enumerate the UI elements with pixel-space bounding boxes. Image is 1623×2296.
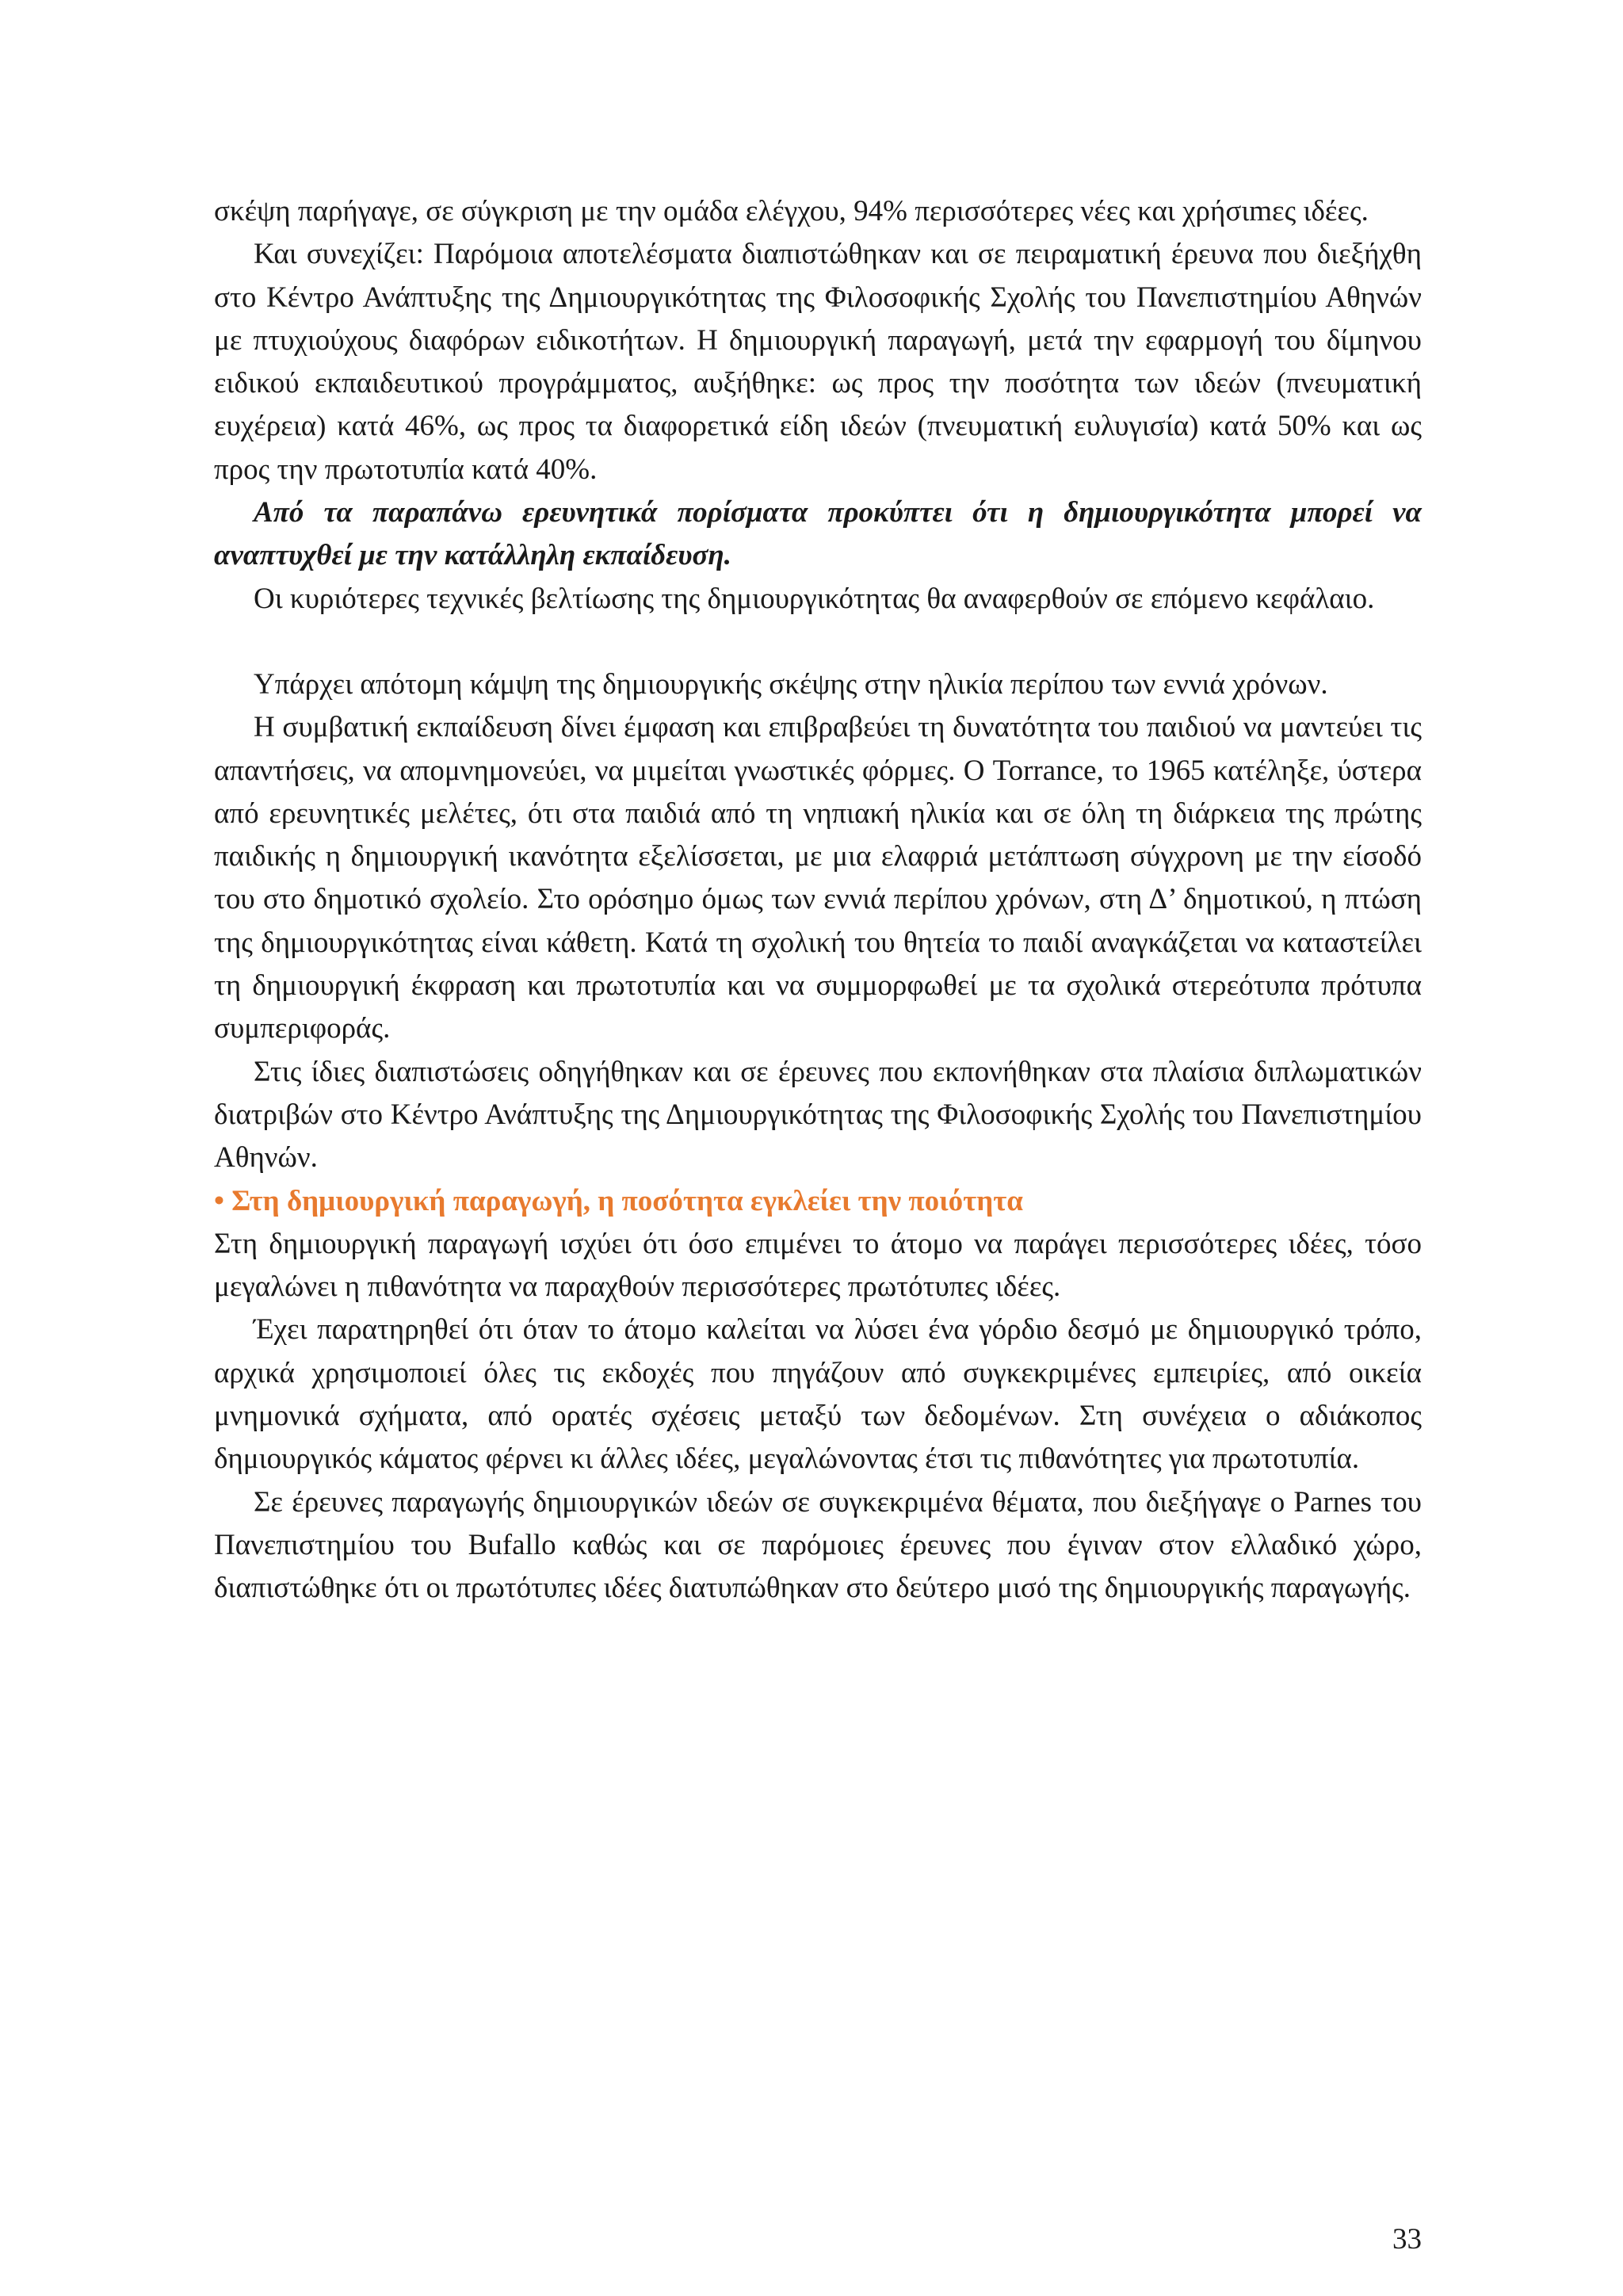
paragraph-conclusion-emphasis: Από τα παραπάνω ερευνητικά πορίσματα προκύπτει ότι η δημιουργικότητα μπορεί να αναπτυχθεί με την κατάλληλη εκπαίδευση.: [214, 496, 1422, 572]
document-body: [214, 190, 1422, 1610]
paragraph-techniques-note: Οι κυριότερες τεχνικές βελτίωσης της δημιουργικότητας θα αναφερθούν σε επόμενο κεφάλαιο.: [254, 582, 1375, 615]
paragraph-conventional-education: Η συμβατική εκπαίδευση δίνει έμφαση και επιβραβεύει τη δυνατότητα του παιδιού να μαντεύει τις απαντήσεις, να απομνημονεύει, να μιμείται γνωστικές φόρμες. Ο Torrance, το 1965 κατέληξε, ύστερα από ερευνητικές μελέτες, ότι στα παιδιά από τη νηπιακή ηλικία και σε όλη τη διάρκεια της πρώτης παιδικής η δημιουργική ικανότητα εξελίσσεται, με μια ελαφριά μετάπτωση σύγχρονη με την είσοδό του στο δημοτικό σχολείο. Στο ορόσημο όμως των εννιά περίπου χρόνων, στη Δ’ δημοτικού, η πτώση της δημιουργικότητας είναι κάθετη. Κατά τη σχολική του θητεία το παιδί αναγκάζεται να καταστείλει τη δημιουργική έκφραση και πρωτοτυπία και να συμμορφωθεί με τα σχολικά στερεότυπα πρότυπα συμπεριφοράς.: [214, 711, 1422, 1045]
paragraph-experimental-research: Και συνεχίζει: Παρόμοια αποτελέσματα διαπιστώθηκαν και σε πειραματική έρευνα που διεξήχθη στο Κέντρο Ανάπτυξης της Δημιουργικότητας της Φιλοσοφικής Σχολής του Πανεπιστημίου Αθηνών με πτυχιούχους διαφόρων ειδικοτήτων. Η δημιουργική παραγωγή, μετά την εφαρμογή του δίμηνου ειδικού εκπαιδευτικού προγράμματος, αυξήθηκε: ως προς την ποσότητα των ιδεών (πνευματική ευχέρεια) κατά 46%, ως προς τα διαφορετικά είδη ιδεών (πνευματική ευλυγισία) κατά 50% και ως προς την πρωτοτυπία κατά 40%.: [214, 238, 1422, 486]
paragraph-parnes-research: Σε έρευνες παραγωγής δημιουργικών ιδεών σε συγκεκριμένα θέματα, που διεξήγαγε ο Parnes του Πανεπιστημίου του Bufallo καθώς και σε παρόμοιες έρευνες που έγιναν στον ελλαδικό χώρο, διαπιστώθηκε ότι οι πρωτότυπες ιδέες διατυπώθηκαν στο δεύτερο μισό της δημιουργικής παραγωγής.: [214, 1485, 1422, 1605]
section-heading: • Στη δημιουργική παραγωγή, η ποσότητα εγκλείει την ποιότητα: [214, 1184, 1023, 1217]
paragraph-age-decline: Υπάρχει απότομη κάμψη της δημιουργικής σκέψης στην ηλικία περίπου των εννιά χρόνων.: [254, 667, 1328, 701]
paragraph-quantity-quality: Στη δημιουργική παραγωγή ισχύει ότι όσο επιμένει το άτομο να παράγει περισσότερες ιδέες, τόσο μεγαλώνει η πιθανότητα να παραχθούν περισσότερες πρωτότυπες ιδέες.: [214, 1227, 1422, 1304]
paragraph-gordian-knot: Έχει παρατηρηθεί ότι όταν το άτομο καλείται να λύσει ένα γόρδιο δεσμό με δημιουργικό τρόπο, αρχικά χρησιμοποιεί όλες τις εκδοχές που πηγάζουν από συγκεκριμένες εμπειρίες, από οικεία μνημονικά σχήματα, από ορατές σχέσεις μεταξύ των δεδομένων. Στη συνέχεια ο αδιάκοπος δημιουργικός κάματος φέρνει κι άλλες ιδέες, μεγαλώνοντας έτσι τις πιθανότητες για πρωτοτυπία.: [214, 1313, 1422, 1476]
page-number: 33: [1392, 2223, 1422, 2256]
paragraph-continuation: σκέψη παρήγαγε, σε σύγκριση με την ομάδα ελέγχου, 94% περισσότερες νέες και χρήσιmες ιδέες.: [214, 195, 1369, 227]
paragraph-same-findings: Στις ίδιες διαπιστώσεις οδηγήθηκαν και σε έρευνες που εκπονήθηκαν στα πλαίσια διπλωματικών διατριβών στο Κέντρο Ανάπτυξης της Δημιουργικότητας της Φιλοσοφικής Σχολής του Πανεπιστημίου Αθηνών.: [214, 1055, 1422, 1175]
